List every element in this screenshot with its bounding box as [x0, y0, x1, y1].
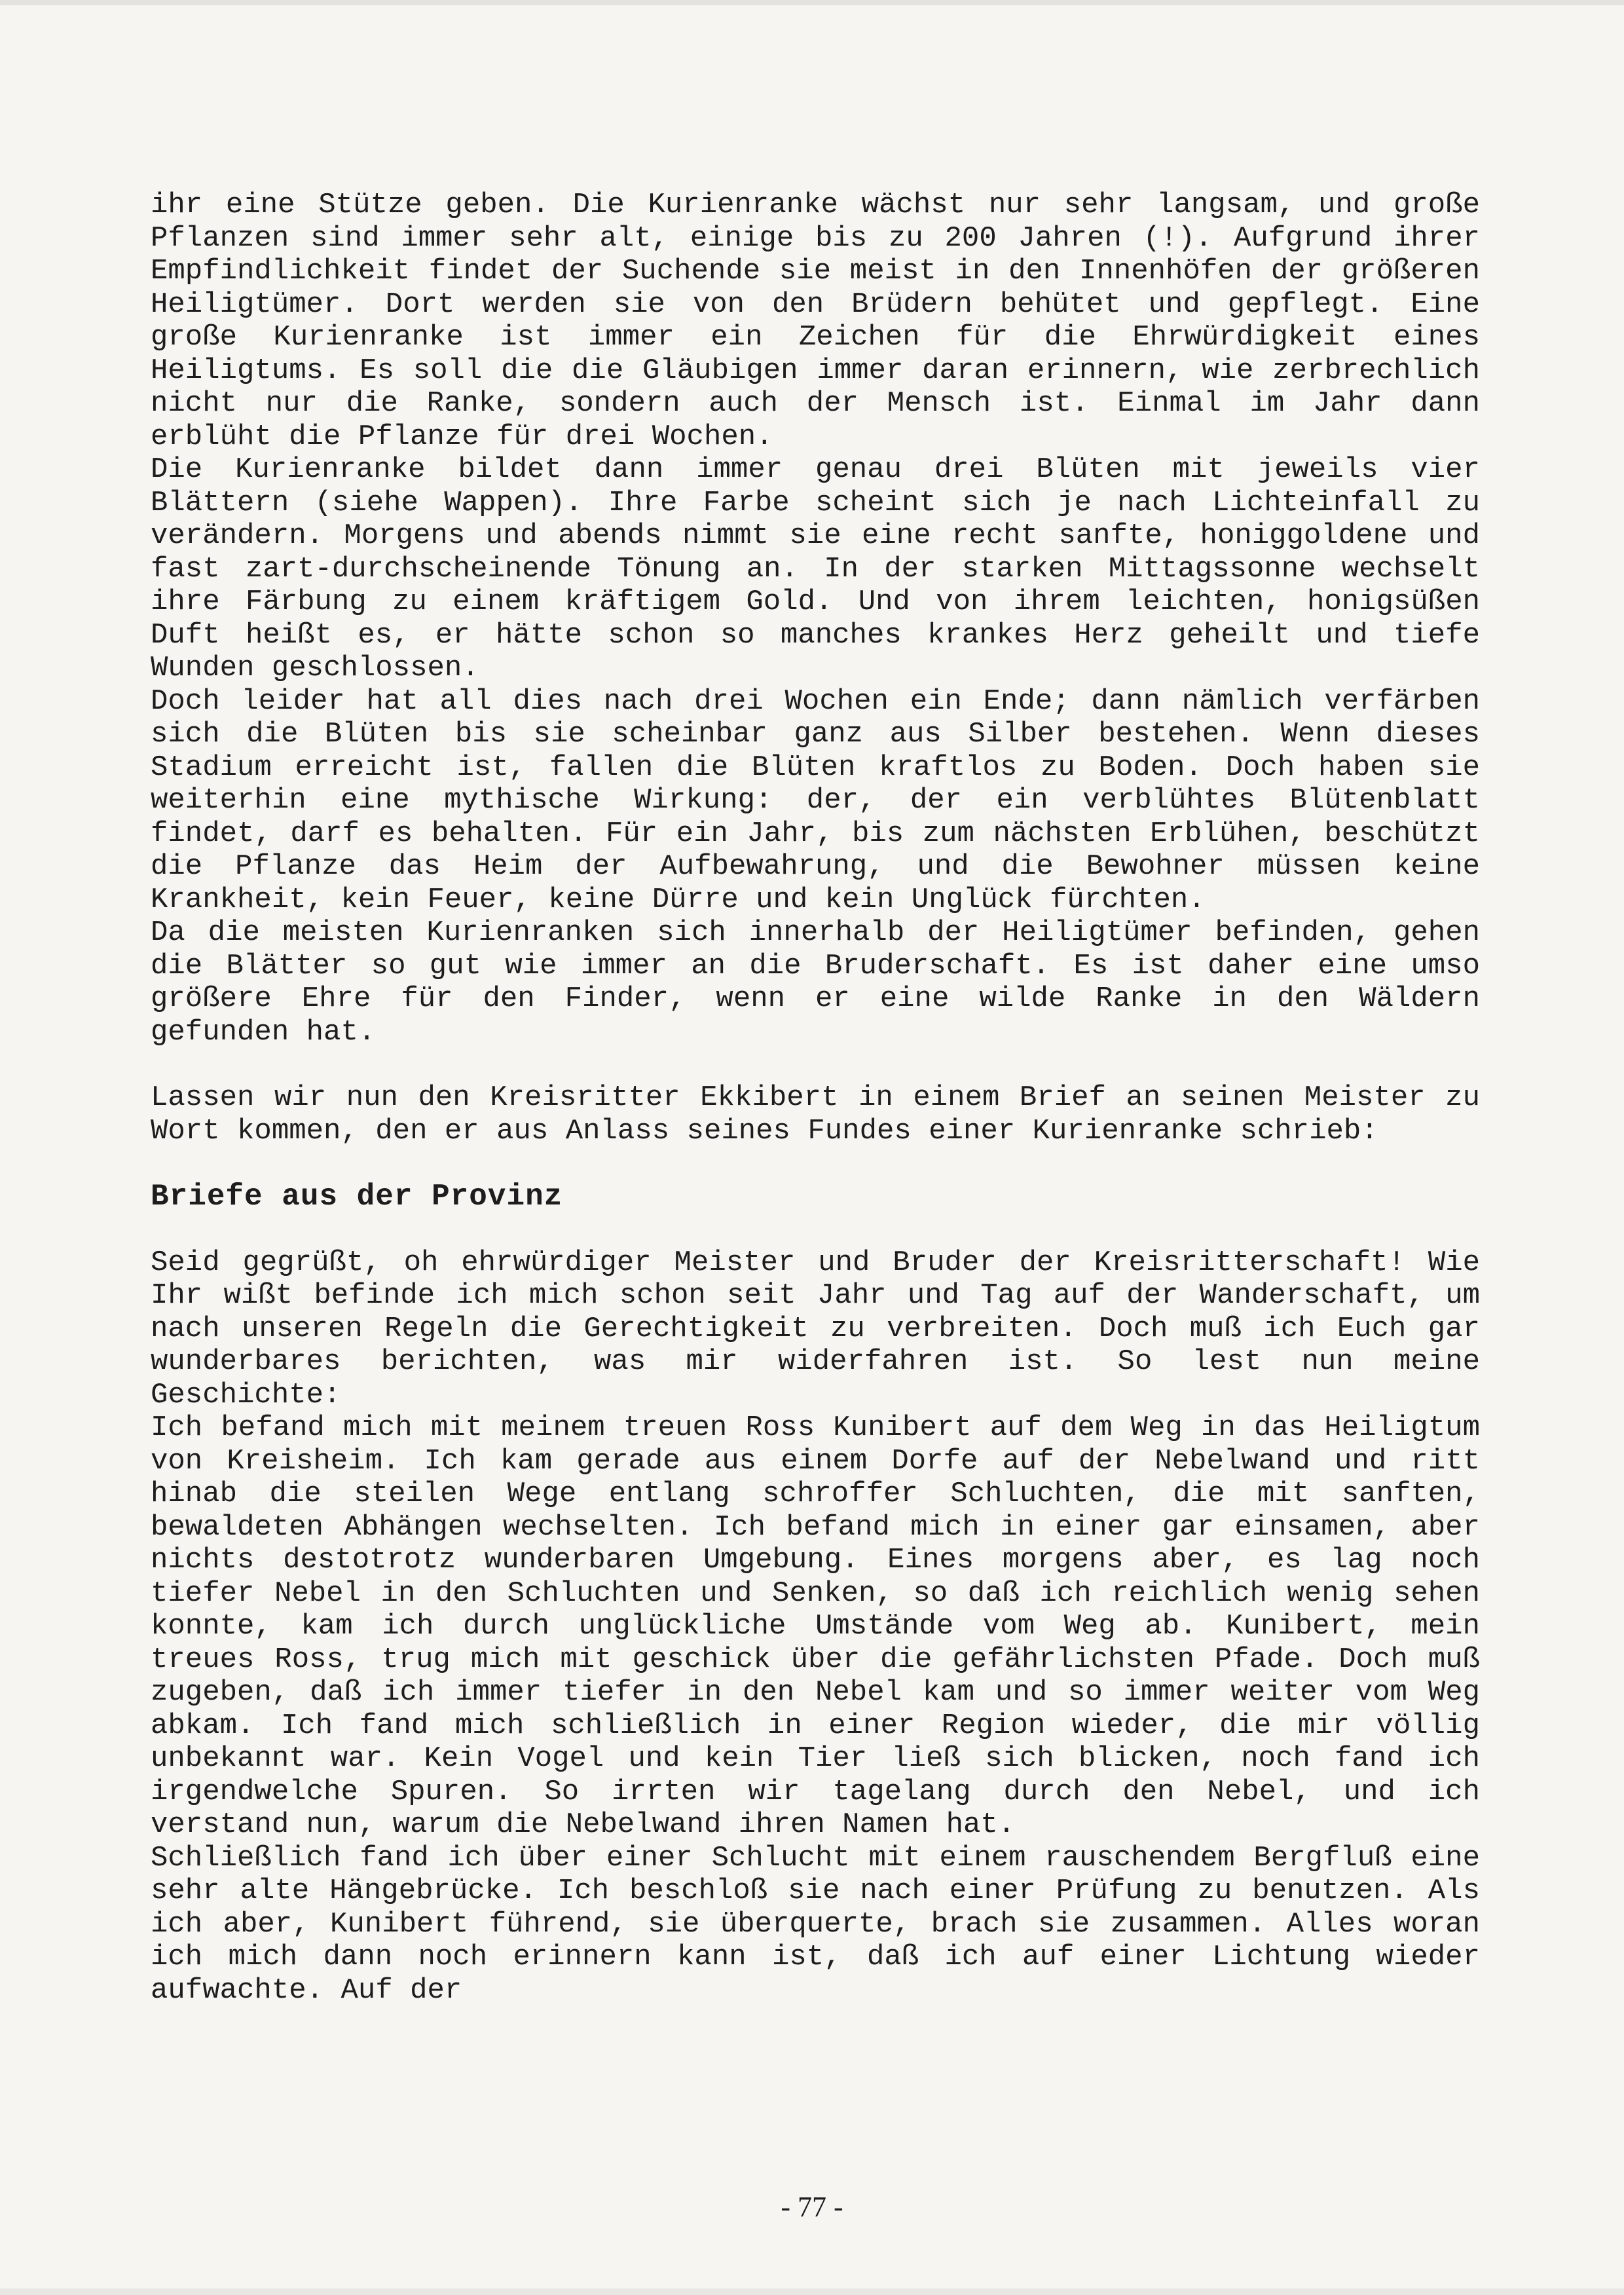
scan-top-edge — [0, 0, 1624, 5]
section-heading: Briefe aus der Provinz — [151, 1180, 563, 1214]
paragraph-gap — [151, 1214, 1480, 1246]
paragraph-kurienranke-intro: ihr eine Stütze geben. Die Kurienranke wächst nur sehr langsam, und große Pflanzen sind immer sehr alt, einige bis zu 200 Jahren (!). Aufgrund ihrer Empfindlichkeit findet der Suchende sie meist in den Innenhöfen der größeren Heiligtümer. Dort werden sie von den Brüdern behütet und gepflegt. Eine große Kurienranke ist immer ein Zeichen für die Ehrwürdigkeit eines Heiligtums. Es soll die die Gläubigen immer daran erinnern, wie zerbrechlich nicht nur die Ranke, sondern auch der Mensch ist. Einmal im Jahr dann erblüht die Pflanze für drei Wochen. — [151, 189, 1480, 453]
letter-journey: Ich befand mich mit meinem treuen Ross Kunibert auf dem Weg in das Heiligtum von Kreisheim. Ich kam gerade aus einem Dorfe auf der Nebelwand und ritt hinab die steilen Wege entlang schroffer Schluchten, die mit sanften, bewaldeten Abhängen wechselten. Ich befand mich in einer gar einsamen, aber nichts destotrotz wunderbaren Umgebung. Eines morgens aber, es lag noch tiefer Nebel in den Schluchten und Senken, so daß ich reichlich wenig sehen konnte, kam ich durch unglückliche Umstände vom Weg ab. Kunibert, mein treues Ross, trug mich mit geschick über die gefährlichsten Pfade. Doch muß zugeben, daß ich immer tiefer in den Nebel kam und so immer weiter vom Weg abkam. Ich fand mich schließlich in einer Region wieder, die mir völlig unbekannt war. Kein Vogel und kein Tier ließ sich blicken, noch fand ich irgendwelche Spuren. So irrten wir tagelang durch den Nebel, und ich verstand nun, warum die Nebelwand ihren Namen hat. — [151, 1411, 1480, 1841]
document-body — [151, 189, 1480, 2007]
paragraph-verblueht: Doch leider hat all dies nach drei Wochen ein Ende; dann nämlich verfärben sich die Blüten bis sie scheinbar ganz aus Silber bestehen. Wenn dieses Stadium erreicht ist, fallen die Blüten kraftlos zu Boden. Doch haben sie weiterhin eine mythische Wirkung: der, der ein verblühtes Blütenblatt findet, darf es behalten. Für ein Jahr, bis zum nächsten Erblühen, beschützt die Pflanze das Heim der Aufbewahrung, und die Bewohner müssen keine Krankheit, kein Feuer, keine Dürre und kein Unglück fürchten. — [151, 684, 1480, 916]
letter-bridge: Schließlich fand ich über einer Schlucht mit einem rauschendem Bergfluß eine sehr alte Hängebrücke. Ich beschloß sie nach einer Prüfung zu benutzen. Als ich aber, Kunibert führend, sie überquerte, brach sie zusammen. Alles woran ich mich dann noch erinnern kann ist, daß ich auf einer Lichtung wieder aufwachte. Auf der — [151, 1841, 1480, 2007]
page-number: - 77 - — [781, 2191, 843, 2223]
paragraph-bluete: Die Kurienranke bildet dann immer genau drei Blüten mit jeweils vier Blättern (siehe Wappen). Ihre Farbe scheint sich je nach Lichteinfall zu verändern. Morgens und abends nimmt sie eine recht sanfte, honiggoldene und fast zart-durchscheinende Tönung an. In der starken Mittagssonne wechselt ihre Färbung zu einem kräftigem Gold. Und von ihrem leichten, honigsüßen Duft heißt es, er hätte schon so manches krankes Herz geheilt und tiefe Wunden geschlossen. — [151, 453, 1480, 684]
paragraph-gap — [151, 1049, 1480, 1081]
paragraph-brief-intro: Lassen wir nun den Kreisritter Ekkibert in einem Brief an seinen Meister zu Wort kommen, den er aus Anlass seines Fundes einer Kurienranke schrieb: — [151, 1081, 1480, 1148]
letter-greeting: Seid gegrüßt, oh ehrwürdiger Meister und Bruder der Kreisritterschaft! Wie Ihr wißt befinde ich mich schon seit Jahr und Tag auf der Wanderschaft, um nach unseren Regeln die Gerechtigkeit zu verbreiten. Doch muß ich Euch gar wunderbares berichten, was mir widerfahren ist. So lest nun meine Geschichte: — [151, 1246, 1480, 1411]
paragraph-gap — [151, 1148, 1480, 1180]
scan-bottom-edge — [0, 2288, 1624, 2295]
paragraph-heiligtuemer: Da die meisten Kurienranken sich innerhalb der Heiligtümer befinden, gehen die Blätter so gut wie immer an die Bruderschaft. Es ist daher eine umso größere Ehre für den Finder, wenn er eine wilde Ranke in den Wäldern gefunden hat. — [151, 916, 1480, 1049]
